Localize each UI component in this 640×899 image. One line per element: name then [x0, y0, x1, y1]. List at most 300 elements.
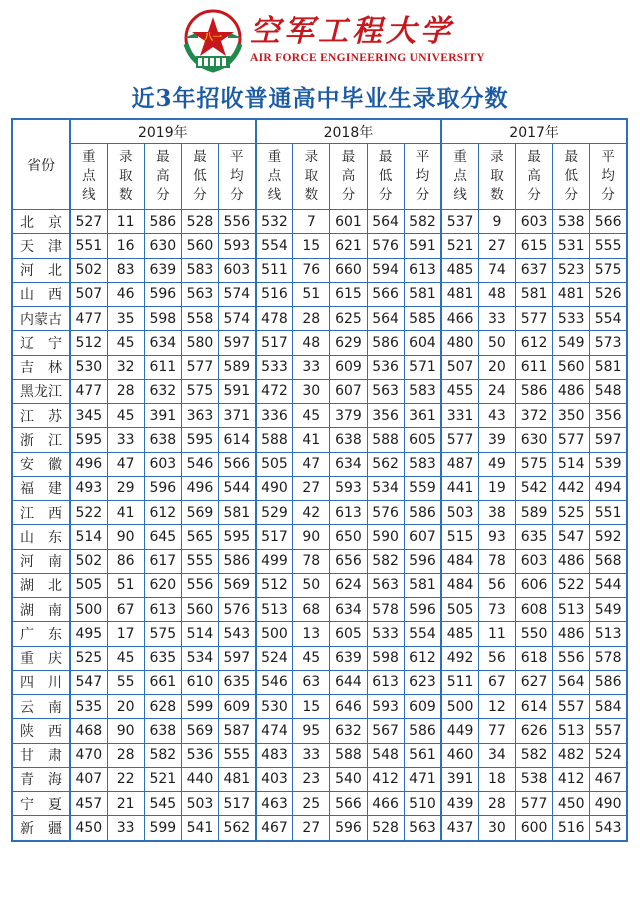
score-cell: 537 — [441, 210, 478, 234]
score-cell: 29 — [107, 476, 144, 500]
score-cell: 514 — [70, 525, 107, 549]
score-cell: 578 — [590, 646, 627, 670]
score-cell: 482 — [553, 743, 590, 767]
score-cell: 67 — [478, 670, 515, 694]
table-row — [12, 501, 627, 525]
score-cell: 480 — [441, 331, 478, 355]
score-cell: 522 — [553, 573, 590, 597]
score-cell: 474 — [256, 719, 293, 743]
table-row — [12, 573, 627, 597]
score-cell: 45 — [293, 646, 330, 670]
score-cell: 586 — [590, 670, 627, 694]
score-cell: 560 — [181, 234, 218, 258]
score-cell: 22 — [107, 767, 144, 791]
score-cell: 523 — [553, 258, 590, 282]
score-cell: 550 — [516, 622, 553, 646]
column-header — [330, 144, 367, 210]
score-cell: 644 — [330, 670, 367, 694]
score-cell: 569 — [181, 719, 218, 743]
score-cell: 557 — [553, 695, 590, 719]
score-cell: 494 — [590, 476, 627, 500]
score-cell: 372 — [516, 404, 553, 428]
score-cell: 607 — [404, 525, 441, 549]
score-cell: 620 — [144, 573, 181, 597]
score-cell: 15 — [293, 695, 330, 719]
score-cell: 484 — [441, 549, 478, 573]
score-cell: 485 — [441, 258, 478, 282]
score-cell: 575 — [516, 452, 553, 476]
score-cell: 634 — [144, 331, 181, 355]
score-cell: 576 — [219, 598, 256, 622]
score-cell: 13 — [293, 622, 330, 646]
score-cell: 45 — [107, 646, 144, 670]
score-cell: 460 — [441, 743, 478, 767]
score-cell: 586 — [367, 331, 404, 355]
score-cell: 632 — [144, 379, 181, 403]
score-cell: 536 — [181, 743, 218, 767]
score-cell: 582 — [404, 210, 441, 234]
score-cell: 540 — [330, 767, 367, 791]
score-cell: 598 — [367, 646, 404, 670]
score-cell: 605 — [330, 622, 367, 646]
score-cell: 407 — [70, 767, 107, 791]
score-cell: 28 — [478, 792, 515, 816]
score-cell: 577 — [553, 428, 590, 452]
score-cell: 33 — [107, 428, 144, 452]
score-cell: 73 — [478, 598, 515, 622]
score-cell: 50 — [293, 573, 330, 597]
score-cell: 627 — [516, 670, 553, 694]
score-cell: 27 — [293, 816, 330, 841]
score-cell: 505 — [70, 573, 107, 597]
score-cell: 472 — [256, 379, 293, 403]
score-cell: 566 — [330, 792, 367, 816]
score-cell: 440 — [181, 767, 218, 791]
score-cell: 471 — [404, 767, 441, 791]
score-cell: 33 — [293, 355, 330, 379]
province-cell: 安 徽 — [12, 452, 70, 476]
column-header-label: 重点线 — [453, 149, 467, 203]
score-cell: 513 — [256, 598, 293, 622]
page-title: 近3年招收普通高中毕业生录取分数 — [131, 85, 509, 112]
score-cell: 548 — [367, 743, 404, 767]
province-cell: 天 津 — [12, 234, 70, 258]
column-header — [553, 144, 590, 210]
score-cell: 562 — [367, 452, 404, 476]
score-cell: 596 — [404, 598, 441, 622]
score-cell: 493 — [70, 476, 107, 500]
score-cell: 511 — [256, 258, 293, 282]
score-cell: 561 — [404, 743, 441, 767]
score-cell: 391 — [144, 404, 181, 428]
score-cell: 606 — [516, 573, 553, 597]
province-cell: 江 西 — [12, 501, 70, 525]
score-cell: 68 — [293, 598, 330, 622]
score-cell: 28 — [293, 307, 330, 331]
score-cell: 577 — [441, 428, 478, 452]
score-cell: 638 — [144, 719, 181, 743]
score-cell: 546 — [181, 452, 218, 476]
table-row — [12, 428, 627, 452]
score-cell: 510 — [404, 792, 441, 816]
table-row — [12, 743, 627, 767]
score-cell: 613 — [367, 670, 404, 694]
score-cell: 23 — [293, 767, 330, 791]
score-cell: 336 — [256, 404, 293, 428]
score-cell: 511 — [441, 670, 478, 694]
table-row — [12, 307, 627, 331]
score-cell: 583 — [404, 452, 441, 476]
score-cell: 645 — [144, 525, 181, 549]
score-cell: 603 — [516, 210, 553, 234]
score-cell: 618 — [516, 646, 553, 670]
score-cell: 48 — [293, 331, 330, 355]
score-cell: 50 — [478, 331, 515, 355]
score-cell: 356 — [590, 404, 627, 428]
score-cell: 599 — [181, 695, 218, 719]
score-cell: 612 — [404, 646, 441, 670]
province-cell: 北 京 — [12, 210, 70, 234]
score-cell: 15 — [293, 234, 330, 258]
score-cell: 563 — [367, 379, 404, 403]
score-cell: 470 — [70, 743, 107, 767]
score-cell: 514 — [181, 622, 218, 646]
score-cell: 593 — [367, 695, 404, 719]
score-cell: 545 — [144, 792, 181, 816]
score-cell: 591 — [404, 234, 441, 258]
score-cell: 24 — [478, 379, 515, 403]
score-cell: 586 — [144, 210, 181, 234]
score-cell: 544 — [590, 573, 627, 597]
score-cell: 486 — [553, 379, 590, 403]
score-cell: 634 — [330, 598, 367, 622]
score-cell: 516 — [553, 816, 590, 841]
column-header-label: 最低分 — [193, 149, 207, 203]
table-row — [12, 816, 627, 841]
table-row — [12, 210, 627, 234]
score-cell: 529 — [256, 501, 293, 525]
column-header-label: 最低分 — [378, 149, 393, 203]
province-cell: 重 庆 — [12, 646, 70, 670]
score-cell: 646 — [330, 695, 367, 719]
score-cell: 481 — [553, 282, 590, 306]
score-cell: 595 — [70, 428, 107, 452]
score-cell: 613 — [144, 598, 181, 622]
score-cell: 581 — [404, 573, 441, 597]
score-cell: 603 — [516, 549, 553, 573]
score-cell: 56 — [478, 573, 515, 597]
score-cell: 554 — [590, 307, 627, 331]
score-cell: 609 — [330, 355, 367, 379]
score-cell: 507 — [441, 355, 478, 379]
score-cell: 560 — [181, 598, 218, 622]
score-cell: 517 — [256, 525, 293, 549]
score-cell: 527 — [70, 210, 107, 234]
table-row — [12, 404, 627, 428]
province-cell: 黑龙江 — [12, 379, 70, 403]
score-cell: 466 — [367, 792, 404, 816]
column-header-label: 重点线 — [267, 149, 282, 203]
score-cell: 502 — [70, 549, 107, 573]
province-cell: 甘 肃 — [12, 743, 70, 767]
score-cell: 20 — [107, 695, 144, 719]
score-cell: 563 — [367, 573, 404, 597]
score-cell: 45 — [107, 404, 144, 428]
score-cell: 581 — [516, 282, 553, 306]
province-cell: 吉 林 — [12, 355, 70, 379]
score-cell: 495 — [70, 622, 107, 646]
score-cell: 48 — [478, 282, 515, 306]
score-cell: 612 — [516, 331, 553, 355]
score-cell: 524 — [256, 646, 293, 670]
score-cell: 543 — [219, 622, 256, 646]
score-cell: 33 — [478, 307, 515, 331]
score-cell: 564 — [553, 670, 590, 694]
score-cell: 547 — [553, 525, 590, 549]
score-cell: 517 — [256, 331, 293, 355]
score-cell: 486 — [553, 549, 590, 573]
score-cell: 484 — [441, 573, 478, 597]
score-cell: 584 — [590, 695, 627, 719]
column-header-label: 平均分 — [415, 149, 430, 203]
score-cell: 478 — [256, 307, 293, 331]
score-cell: 609 — [404, 695, 441, 719]
score-cell: 56 — [478, 646, 515, 670]
table-row — [12, 379, 627, 403]
score-cell: 95 — [293, 719, 330, 743]
column-header — [293, 144, 330, 210]
column-header — [516, 144, 553, 210]
score-cell: 487 — [441, 452, 478, 476]
score-cell: 582 — [516, 743, 553, 767]
table-body — [12, 210, 627, 841]
score-cell: 78 — [293, 549, 330, 573]
score-cell: 543 — [590, 816, 627, 841]
score-cell: 546 — [256, 670, 293, 694]
score-cell: 530 — [70, 355, 107, 379]
score-cell: 45 — [293, 404, 330, 428]
score-cell: 563 — [181, 282, 218, 306]
score-cell: 603 — [144, 452, 181, 476]
score-cell: 555 — [181, 549, 218, 573]
score-cell: 578 — [367, 598, 404, 622]
score-cell: 588 — [330, 743, 367, 767]
province-cell: 河 南 — [12, 549, 70, 573]
column-header — [181, 144, 218, 210]
province-header: 省份 — [12, 119, 70, 210]
score-cell: 634 — [330, 452, 367, 476]
province-cell: 内蒙古 — [12, 307, 70, 331]
score-cell: 609 — [219, 695, 256, 719]
score-cell: 483 — [256, 743, 293, 767]
score-cell: 614 — [219, 428, 256, 452]
score-cell: 356 — [367, 404, 404, 428]
score-cell: 573 — [590, 331, 627, 355]
score-cell: 590 — [367, 525, 404, 549]
score-cell: 624 — [330, 573, 367, 597]
score-cell: 437 — [441, 816, 478, 841]
score-cell: 589 — [219, 355, 256, 379]
score-cell: 513 — [590, 622, 627, 646]
score-cell: 500 — [70, 598, 107, 622]
score-cell: 533 — [256, 355, 293, 379]
score-cell: 379 — [330, 404, 367, 428]
score-cell: 581 — [404, 282, 441, 306]
score-cell: 569 — [181, 501, 218, 525]
score-cell: 534 — [367, 476, 404, 500]
score-cell: 621 — [330, 234, 367, 258]
score-cell: 11 — [478, 622, 515, 646]
score-cell: 549 — [590, 598, 627, 622]
score-cell: 617 — [144, 549, 181, 573]
province-cell: 广 东 — [12, 622, 70, 646]
table-row — [12, 670, 627, 694]
score-cell: 502 — [70, 258, 107, 282]
score-cell: 639 — [330, 646, 367, 670]
score-cell: 611 — [144, 355, 181, 379]
score-cell: 32 — [107, 355, 144, 379]
column-header — [478, 144, 515, 210]
column-header — [367, 144, 404, 210]
score-cell: 564 — [367, 307, 404, 331]
score-cell: 49 — [478, 452, 515, 476]
score-cell: 533 — [553, 307, 590, 331]
score-cell: 575 — [144, 622, 181, 646]
score-cell: 574 — [219, 307, 256, 331]
score-cell: 522 — [70, 501, 107, 525]
year-header-row — [12, 119, 627, 144]
column-header — [441, 144, 478, 210]
column-header-label: 最高分 — [527, 149, 541, 203]
score-cell: 607 — [330, 379, 367, 403]
score-cell: 575 — [181, 379, 218, 403]
score-cell: 533 — [367, 622, 404, 646]
score-cell: 42 — [293, 501, 330, 525]
score-cell: 635 — [516, 525, 553, 549]
score-cell: 27 — [478, 234, 515, 258]
score-cell: 51 — [107, 573, 144, 597]
score-cell: 566 — [367, 282, 404, 306]
score-cell: 592 — [590, 525, 627, 549]
score-cell: 486 — [553, 622, 590, 646]
score-cell: 596 — [404, 549, 441, 573]
score-cell: 597 — [219, 331, 256, 355]
score-cell: 587 — [219, 719, 256, 743]
score-cell: 35 — [107, 307, 144, 331]
score-cell: 603 — [219, 258, 256, 282]
score-cell: 588 — [256, 428, 293, 452]
score-cell: 9 — [478, 210, 515, 234]
score-cell: 551 — [590, 501, 627, 525]
score-cell: 525 — [70, 646, 107, 670]
score-cell: 514 — [553, 452, 590, 476]
score-cell: 563 — [404, 816, 441, 841]
university-name-en: AIR FORCE ENGINEERING UNIVERSITY — [250, 52, 485, 64]
score-cell: 577 — [181, 355, 218, 379]
score-cell: 637 — [516, 258, 553, 282]
score-cell: 496 — [70, 452, 107, 476]
score-cell: 565 — [181, 525, 218, 549]
score-cell: 20 — [478, 355, 515, 379]
score-cell: 650 — [330, 525, 367, 549]
score-cell: 574 — [219, 282, 256, 306]
score-cell: 27 — [293, 476, 330, 500]
score-cell: 630 — [516, 428, 553, 452]
score-cell: 441 — [441, 476, 478, 500]
score-cell: 513 — [553, 598, 590, 622]
score-cell: 611 — [516, 355, 553, 379]
score-cell: 515 — [441, 525, 478, 549]
score-cell: 19 — [478, 476, 515, 500]
score-cell: 554 — [256, 234, 293, 258]
score-cell: 613 — [330, 501, 367, 525]
score-cell: 635 — [144, 646, 181, 670]
score-cell: 612 — [144, 501, 181, 525]
score-cell: 25 — [293, 792, 330, 816]
score-cell: 17 — [107, 622, 144, 646]
score-cell: 559 — [404, 476, 441, 500]
province-cell: 湖 南 — [12, 598, 70, 622]
score-cell: 604 — [404, 331, 441, 355]
score-cell: 639 — [144, 258, 181, 282]
score-cell: 30 — [478, 816, 515, 841]
score-cell: 638 — [144, 428, 181, 452]
column-header — [404, 144, 441, 210]
score-cell: 403 — [256, 767, 293, 791]
admission-score-table — [11, 118, 628, 842]
score-cell: 554 — [404, 622, 441, 646]
score-cell: 556 — [181, 573, 218, 597]
score-cell: 505 — [256, 452, 293, 476]
score-cell: 450 — [70, 816, 107, 841]
score-cell: 507 — [70, 282, 107, 306]
score-cell: 38 — [478, 501, 515, 525]
score-cell: 614 — [516, 695, 553, 719]
score-cell: 582 — [144, 743, 181, 767]
table-row — [12, 646, 627, 670]
score-cell: 77 — [478, 719, 515, 743]
table-row — [12, 719, 627, 743]
table-row — [12, 452, 627, 476]
score-cell: 538 — [516, 767, 553, 791]
score-cell: 477 — [70, 379, 107, 403]
score-cell: 586 — [404, 719, 441, 743]
province-cell: 青 海 — [12, 767, 70, 791]
score-cell: 481 — [219, 767, 256, 791]
score-cell: 467 — [256, 816, 293, 841]
score-cell: 90 — [107, 525, 144, 549]
score-cell: 12 — [478, 695, 515, 719]
score-cell: 586 — [516, 379, 553, 403]
score-cell: 463 — [256, 792, 293, 816]
score-cell: 581 — [590, 355, 627, 379]
table-row — [12, 234, 627, 258]
score-cell: 468 — [70, 719, 107, 743]
score-cell: 412 — [367, 767, 404, 791]
column-header — [70, 144, 107, 210]
province-cell: 新 疆 — [12, 816, 70, 841]
score-cell: 93 — [478, 525, 515, 549]
column-header-label: 录取数 — [118, 149, 133, 203]
score-cell: 601 — [330, 210, 367, 234]
score-cell: 583 — [181, 258, 218, 282]
score-cell: 67 — [107, 598, 144, 622]
score-cell: 638 — [330, 428, 367, 452]
score-cell: 595 — [181, 428, 218, 452]
score-cell: 45 — [107, 331, 144, 355]
score-cell: 34 — [478, 743, 515, 767]
table-row — [12, 258, 627, 282]
